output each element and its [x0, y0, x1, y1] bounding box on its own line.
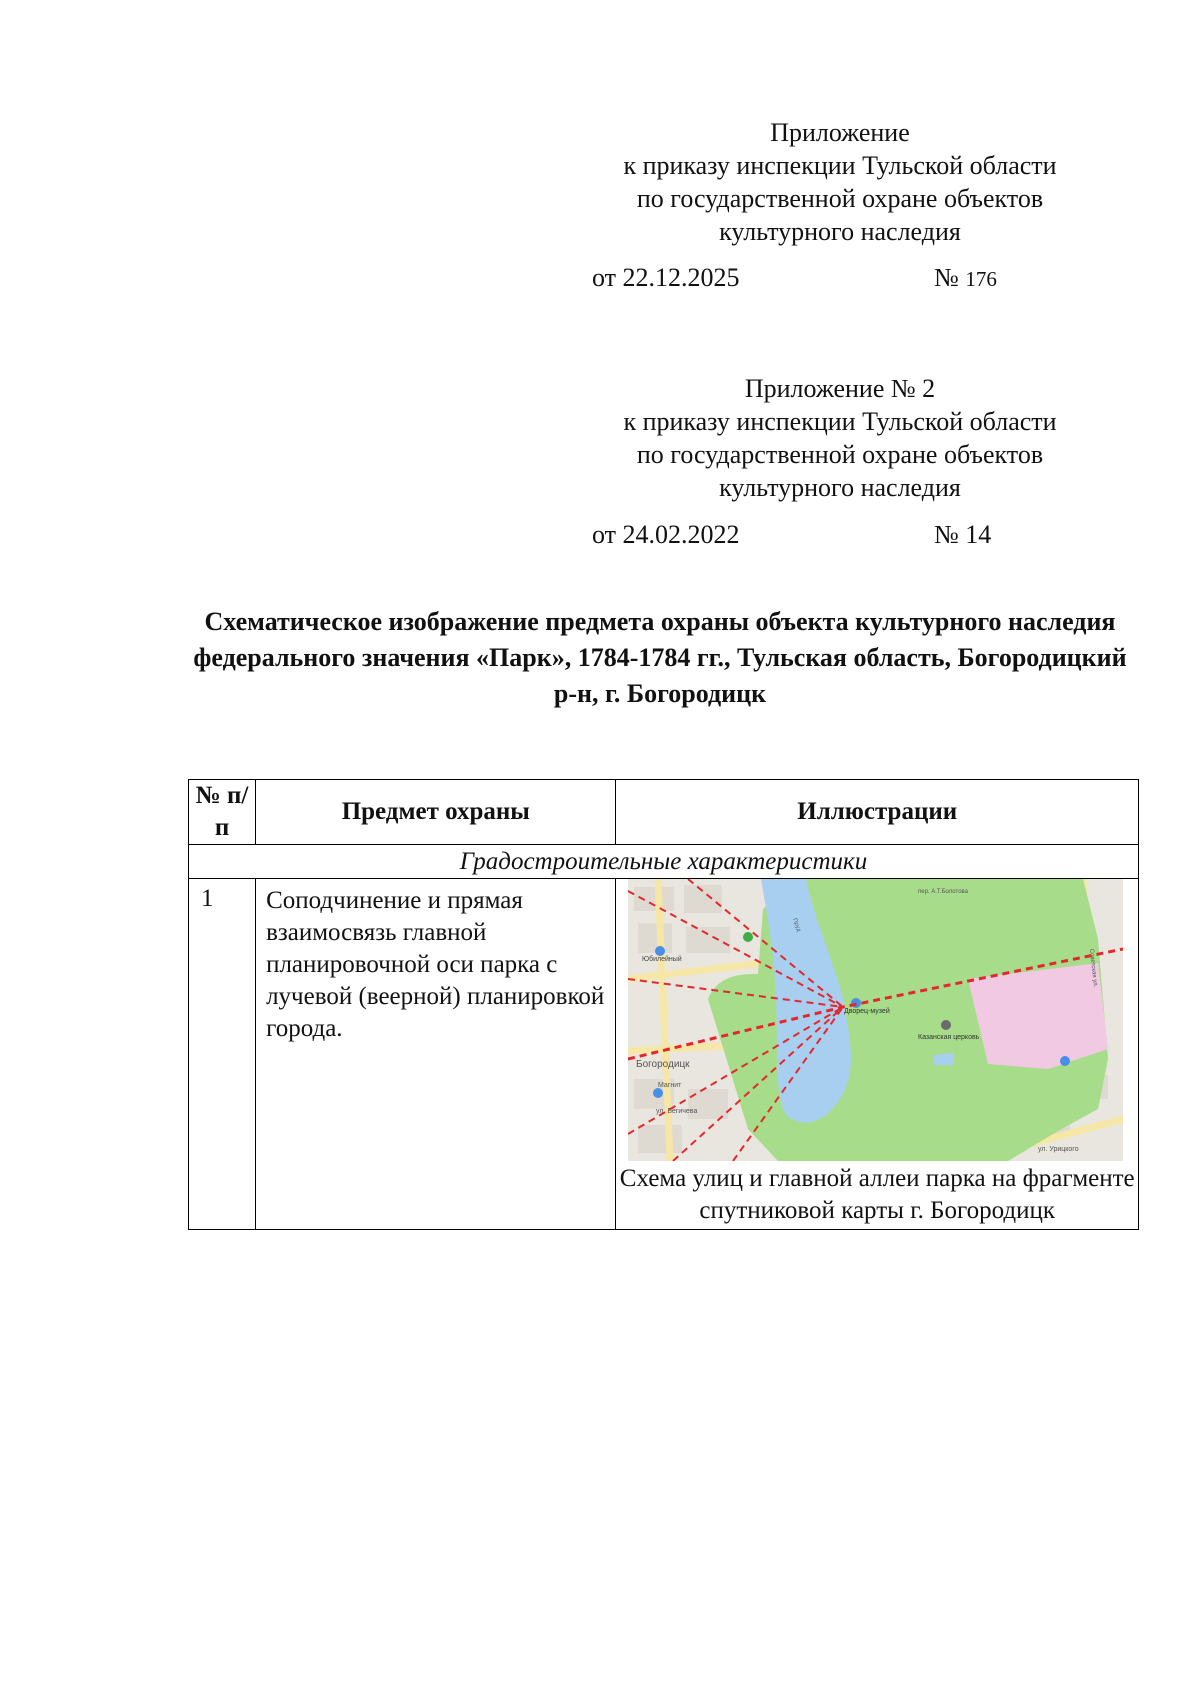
annex-current-date: от 22.12.2025 — [592, 263, 740, 292]
table-row — [189, 879, 1139, 1230]
annex-current-line: Приложение — [770, 118, 910, 147]
map-label-street-3: ул. Бегичева — [656, 1108, 698, 1115]
protection-subject-table — [188, 779, 1139, 1230]
map-poi-icon — [941, 1020, 951, 1030]
section-row — [189, 845, 1139, 879]
table-header-row — [189, 780, 1139, 845]
map-label-pond: Пруд — [791, 917, 802, 933]
annex-current-number — [934, 263, 997, 293]
map-poi-icon — [655, 946, 665, 956]
row-subject: Соподчинение и прямая взаимосвязь главной планировочной оси парка с лучевой (веерной) планировкой города. — [256, 879, 616, 1230]
map-label-town: Богородицк — [636, 1059, 690, 1070]
annex-original-number: № 14 — [934, 520, 992, 549]
map-label-street-4: Советская ул. — [1088, 948, 1099, 988]
map-label-street-5: ул. Урицкого — [1038, 1146, 1080, 1153]
header-num: № п/п — [189, 780, 256, 845]
row-number: 1 — [189, 879, 256, 1230]
annex-original-line: Приложение № 2 — [744, 374, 936, 403]
section-title: Градостроительные характеристики — [189, 845, 1139, 879]
number-value: 176 — [965, 267, 997, 291]
map-label-church: Казанская церковь — [918, 1034, 980, 1041]
map-poi-icon — [653, 1088, 663, 1098]
header-subject: Предмет охраны — [256, 780, 616, 845]
map-small-pond — [934, 1053, 954, 1065]
row-illustration — [616, 879, 1139, 1230]
map-pink-district — [968, 963, 1108, 1069]
illustration-caption: Схема улиц и главной аллеи парка на фрагменте спутниковой карты г. Богородицк — [619, 1165, 1135, 1224]
annex-current-line: к приказу инспекции Тульской области — [623, 151, 1057, 180]
map-label-street-6: пер. А.Т.Болотова — [918, 889, 969, 895]
satellite-map-fragment — [628, 879, 1123, 1161]
map-poi-icon — [1060, 1056, 1070, 1066]
annex-original-line: к приказу инспекции Тульской области — [623, 407, 1057, 436]
number-sign: № — [934, 263, 959, 292]
annex-original-header — [580, 372, 1100, 504]
map-label-street-1: Юбилейный — [642, 956, 683, 963]
annex-current-header — [580, 116, 1100, 248]
document-title: Схематическое изображение предмета охраны объекта культурного наследия федерального значения «Парк», 1784-1784 гг., Тульская область, Богородицкий р-н, г. Богородицк — [193, 607, 1127, 708]
map-label-magnit: Магнит — [658, 1082, 682, 1089]
annex-original-date: от 24.02.2022 — [592, 520, 740, 549]
annex-current-line: культурного наследия — [719, 217, 961, 246]
map-label-museum: Дворец-музей — [844, 1008, 891, 1015]
annex-original-line: культурного наследия — [719, 473, 961, 502]
annex-current-line: по государственной охране объектов — [636, 184, 1044, 213]
header-illustrations: Иллюстрации — [616, 780, 1139, 845]
annex-original-line: по государственной охране объектов — [636, 440, 1044, 469]
map-poi-icon — [743, 932, 753, 942]
